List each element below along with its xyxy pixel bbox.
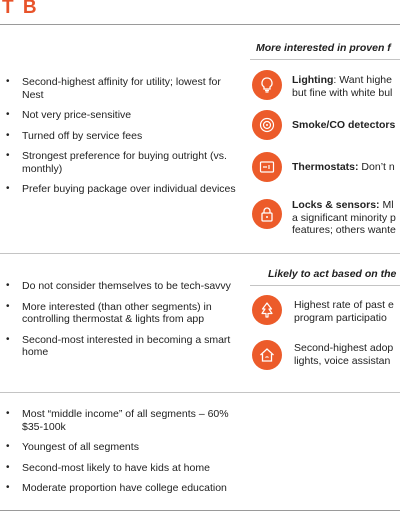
list-item: • Second-highest affinity for utility; lowest for Nest [6, 76, 242, 101]
feature-title: Lighting [292, 74, 334, 86]
feature-text: features; others wante [292, 224, 396, 236]
smoke-detector-icon [252, 110, 282, 140]
feature-text: Ml [379, 199, 394, 211]
list-item: • Not very price-sensitive [6, 109, 242, 122]
lightbulb-icon [252, 70, 282, 100]
feature-thermostat [252, 152, 395, 182]
feature-text: Second-highest adop [294, 342, 394, 354]
feature-text: Don’t n [358, 161, 395, 173]
list-item: • Prefer buying package over individual devices [6, 183, 242, 196]
thermostat-icon [252, 152, 282, 182]
section1-header-rule [250, 59, 400, 60]
feature-program [252, 295, 394, 325]
list-item: • Second-most likely to have kids at home [6, 462, 242, 475]
feature-text: program participatio [294, 311, 387, 324]
lock-icon [252, 199, 282, 229]
feature-text: Highest rate of past e [294, 299, 394, 311]
list-item: • More interested (than other segments) in controlling thermostat & lights from app [6, 301, 242, 326]
feature-locks [252, 199, 396, 237]
section2-bullets [6, 280, 242, 367]
list-item: • Do not consider themselves to be tech-savvy [6, 280, 242, 293]
feature-smoke [252, 110, 395, 140]
section2-header: Likely to act based on the [268, 268, 397, 280]
section1-bullets [6, 76, 242, 204]
feature-text: but fine with white bul [292, 86, 393, 99]
feature-text: lights, voice assistan [294, 354, 391, 367]
list-item: • Moderate proportion have college education [6, 482, 242, 495]
section2-header-rule [250, 285, 400, 286]
title-divider [0, 24, 400, 25]
list-item: • Strongest preference for buying outright (vs. monthly) [6, 150, 242, 175]
feature-adoption [252, 340, 393, 370]
tree-icon [252, 295, 282, 325]
feature-text: : Want highe [333, 74, 392, 86]
section3-bullets [6, 408, 242, 503]
bottom-divider [0, 510, 400, 511]
section1-header: More interested in proven f [256, 42, 391, 54]
section-divider [0, 392, 400, 393]
list-item: • Turned off by service fees [6, 130, 242, 143]
smart-home-icon [252, 340, 282, 370]
feature-text: a significant minority p [292, 211, 396, 224]
section-divider [0, 253, 400, 254]
feature-lighting [252, 70, 392, 100]
feature-title: Smoke/CO detectors [292, 119, 396, 131]
list-item: • Youngest of all segments [6, 441, 242, 454]
list-item: • Most “middle income” of all segments – 60% $35-100k [6, 408, 242, 433]
page-title: T B [2, 0, 39, 18]
feature-title: Thermostats: [292, 161, 359, 173]
feature-title: Locks & sensors: [292, 199, 380, 211]
list-item: • Second-most interested in becoming a smart home [6, 334, 242, 359]
